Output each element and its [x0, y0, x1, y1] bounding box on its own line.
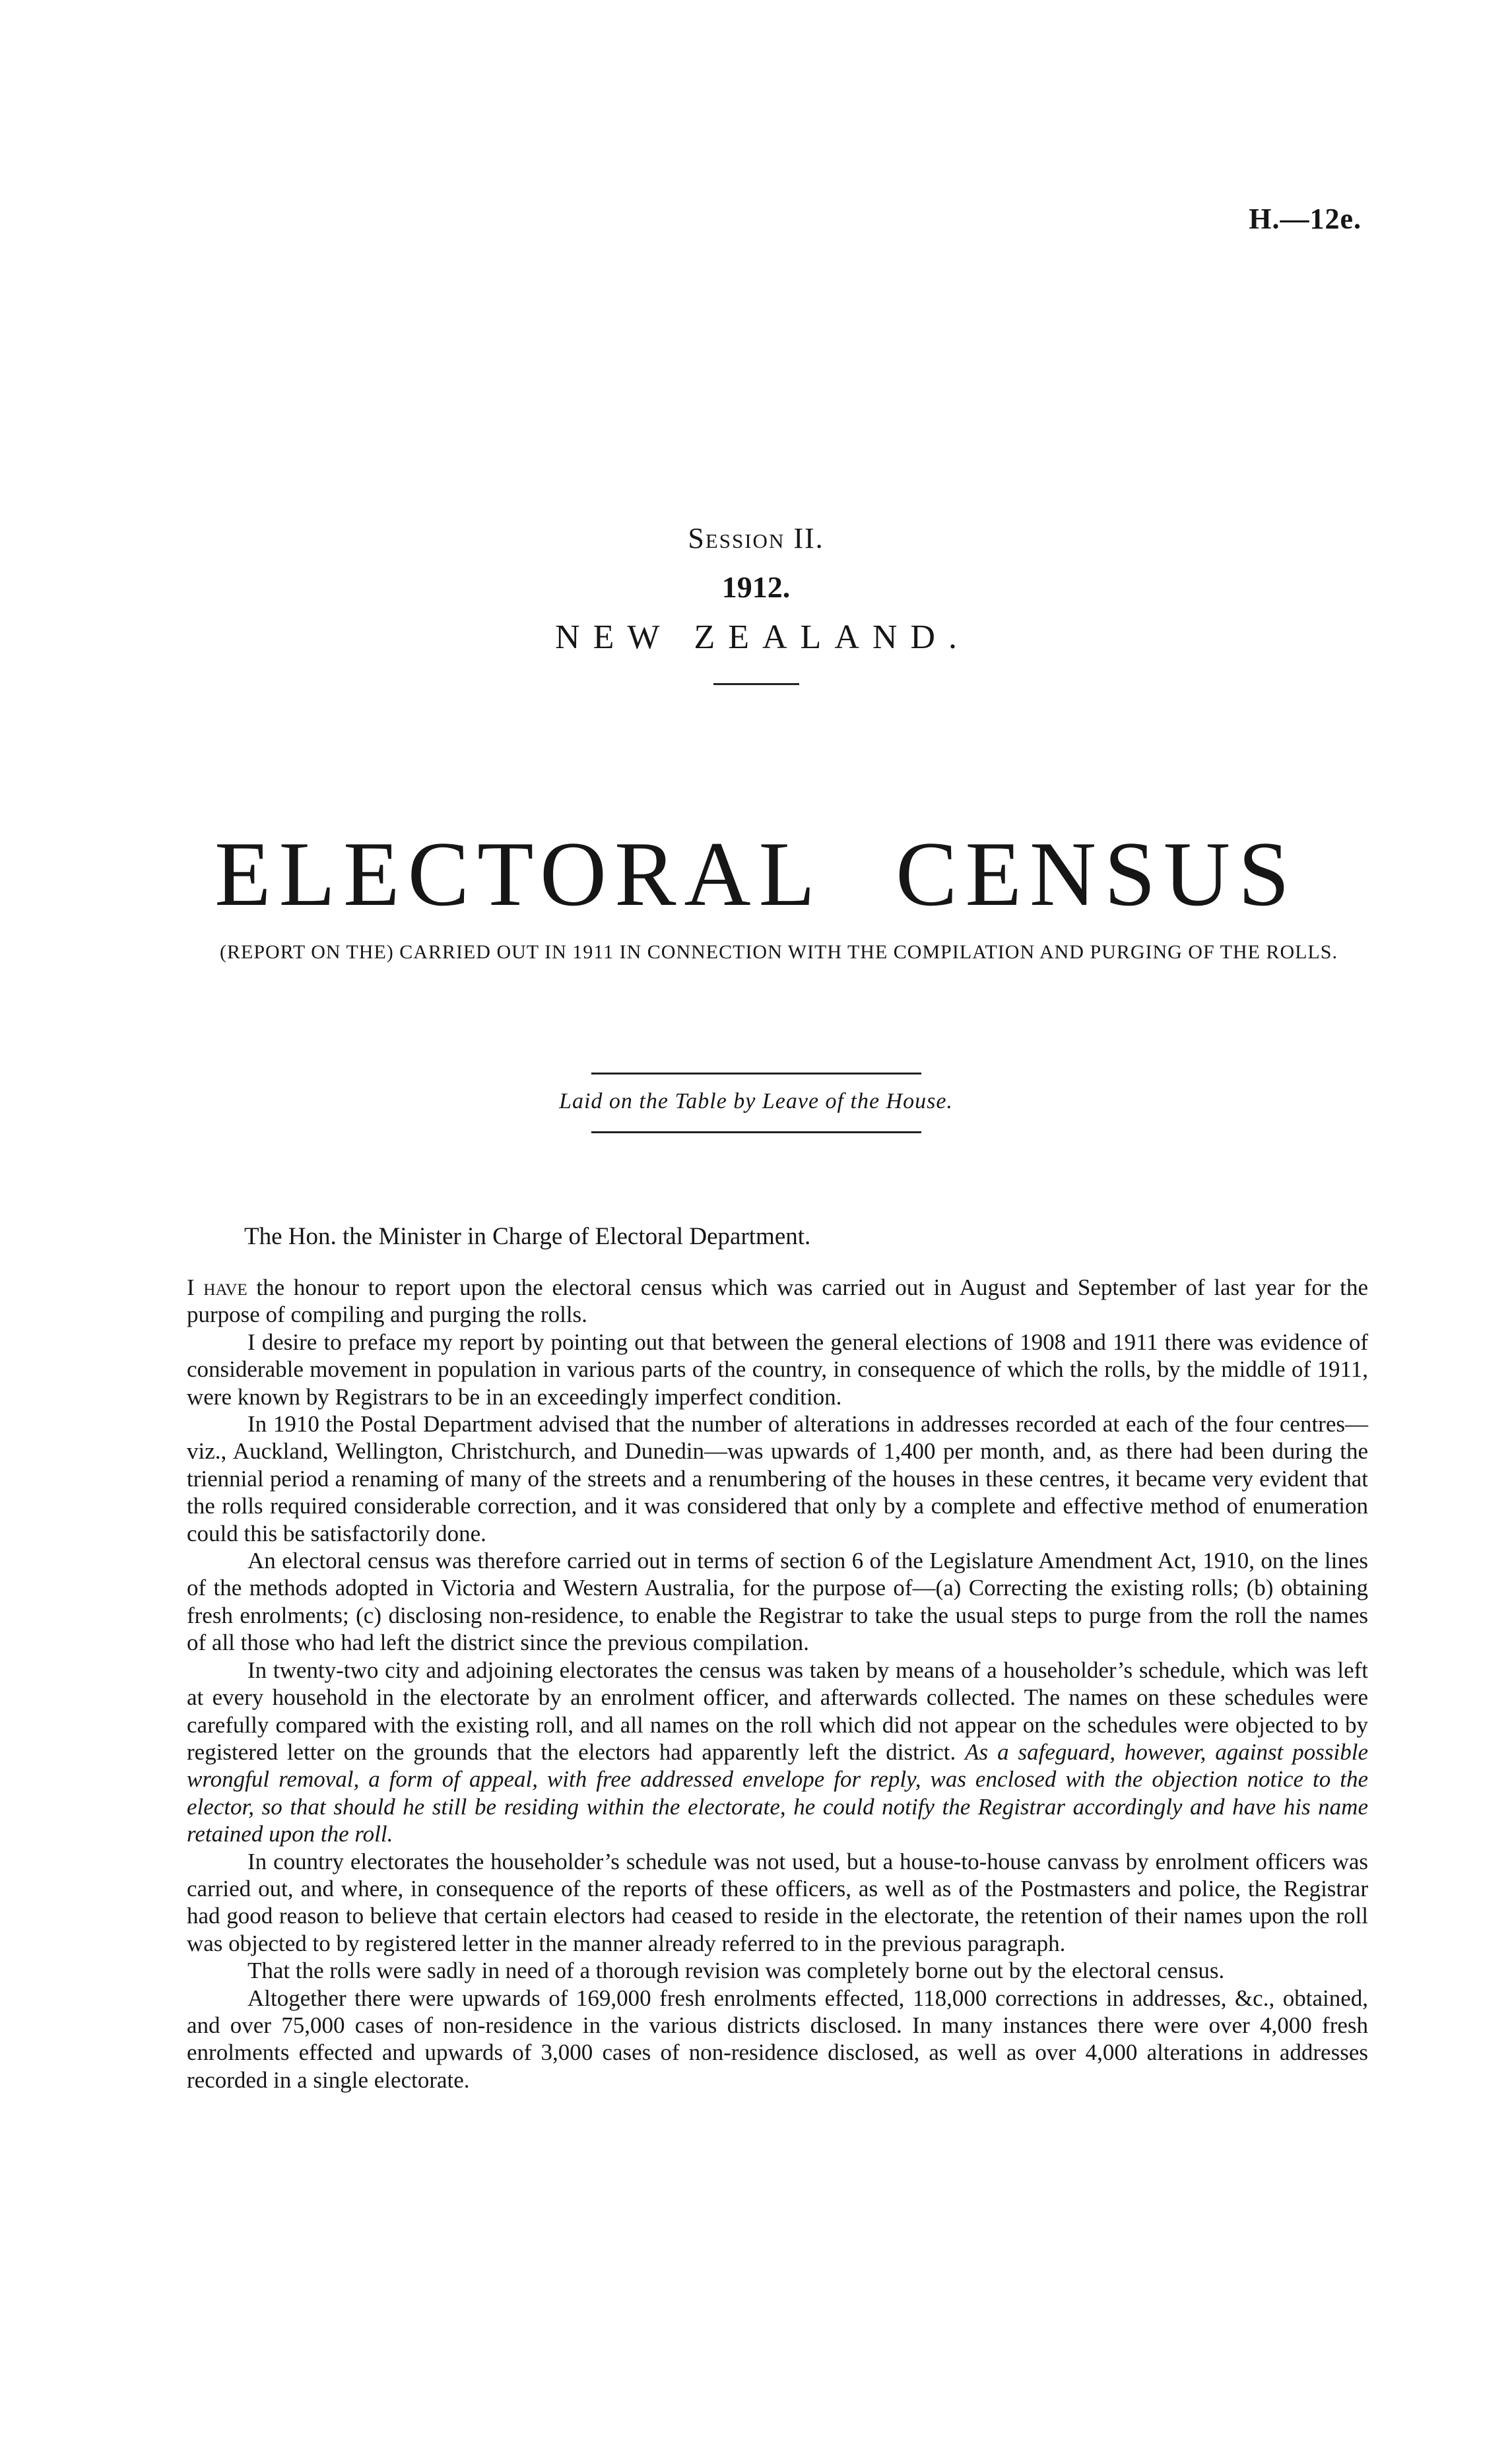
country-label: NEW ZEALAND. — [555, 618, 970, 656]
masthead — [0, 521, 1512, 685]
paragraph-8: Altogether there were upwards of 169,000 fresh enrolments effected, 118,000 corrections in addresses, &c., obtained, and over 75,000 cases of non-residence in the various districts disclosed. In many instances there were over 4,000 fresh enrolments effected and upwards of 3,000 cases of non-residence disclosed, as well as over 4,000 alterations in addresses recorded in a single electorate. — [187, 1985, 1368, 2093]
laid-on-table-block — [0, 1073, 1512, 1133]
title-word-census: CENSUS — [896, 823, 1298, 925]
document-title — [0, 823, 1512, 925]
paragraph-5-text: In twenty-two city and adjoining electorates the census was taken by means of a householder’s schedule, which was left at every household in the electorate by an enrolment officer, and afterwards collected. The names on these schedules were carefully compared with the existing roll, and all names on the roll which did not appear on the schedules were objected to by registered letter on the grounds that the electors had apparently left the district. — [187, 1657, 1368, 1765]
laid-bottom-rule — [591, 1131, 921, 1133]
laid-top-rule — [591, 1073, 921, 1075]
paragraph-2: I desire to preface my report by pointing out that between the general elections of 1908 and 1911 there was evidence of considerable movement in population in various parts of the country, in consequence of which the rolls, by the middle of 1911, were known by Registrars to be in an exceedingly imperfect condition. — [187, 1329, 1368, 1410]
year-label: 1912. — [721, 570, 791, 604]
paragraph-5-safeguard: As a safeguard, however, against possible wrongful removal, a form of appeal, with free addressed envelope for reply, was enclosed with the objection notice to the elector, so that should he still be residing within the electorate, he could notify the Registrar accordingly and have his name retained upon the roll. — [187, 1738, 1368, 1847]
paragraph-1 — [187, 1274, 1368, 1329]
paragraph-4: An electoral census was therefore carried out in terms of section 6 of the Legislature Amendment Act, 1910, on the lines of the methods adopted in Victoria and Western Australia, for the purpose of—(a) Correcting the existing rolls; (b) obtaining fresh enrolments; (c) disclosing non-residence, to enable the Registrar to take the usual steps to purge from the roll the names of all those who had left the district since the previous compilation. — [187, 1548, 1368, 1656]
paragraph-5 — [187, 1657, 1368, 1848]
report-body — [187, 1274, 1368, 2094]
letter-addressee: The Hon. the Minister in Charge of Electoral Department. — [244, 1223, 811, 1250]
masthead-divider — [713, 683, 799, 685]
paragraph-1-lead: I have — [187, 1274, 247, 1300]
paragraph-1-text: the honour to report upon the electoral census which was carried out in August and September of last year for the purpose of compiling and purging the rolls. — [187, 1274, 1368, 1328]
laid-on-table-note: Laid on the Table by Leave of the House. — [559, 1089, 953, 1113]
title-word-electoral: ELECTORAL — [214, 823, 824, 925]
document-subtitle: (REPORT ON THE) CARRIED OUT IN 1911 IN CONNECTION WITH THE COMPILATION AND PURGING OF THE ROLLS. — [220, 941, 1338, 963]
paragraph-3: In 1910 the Postal Department advised that the number of alterations in addresses recorded at each of the four centres—viz., Auckland, Wellington, Christchurch, and Dunedin—was upwards of 1,400 per month, and, as there had been during the triennial period a renaming of many of the streets and a renumbering of the houses in these centres, it became very evident that the rolls required considerable correction, and it was considered that only by a complete and effective method of enumeration could this be satisfactorily done. — [187, 1411, 1368, 1546]
session-label: Session II. — [688, 522, 824, 554]
paragraph-7: That the rolls were sadly in need of a thorough revision was completely borne out by the electoral census. — [247, 1958, 1225, 1984]
page-identifier: H.—12e. — [1249, 203, 1362, 235]
paragraph-6: In country electorates the householder’s schedule was not used, but a house-to-house canvass by enrolment officers was carried out, and where, in consequence of the reports of these officers, as well as of the Postmasters and police, the Registrar had good reason to believe that certain electors had ceased to reside in the electorate, the retention of their names upon the roll was objected to by registered letter in the manner already referred to in the previous paragraph. — [187, 1848, 1368, 1956]
